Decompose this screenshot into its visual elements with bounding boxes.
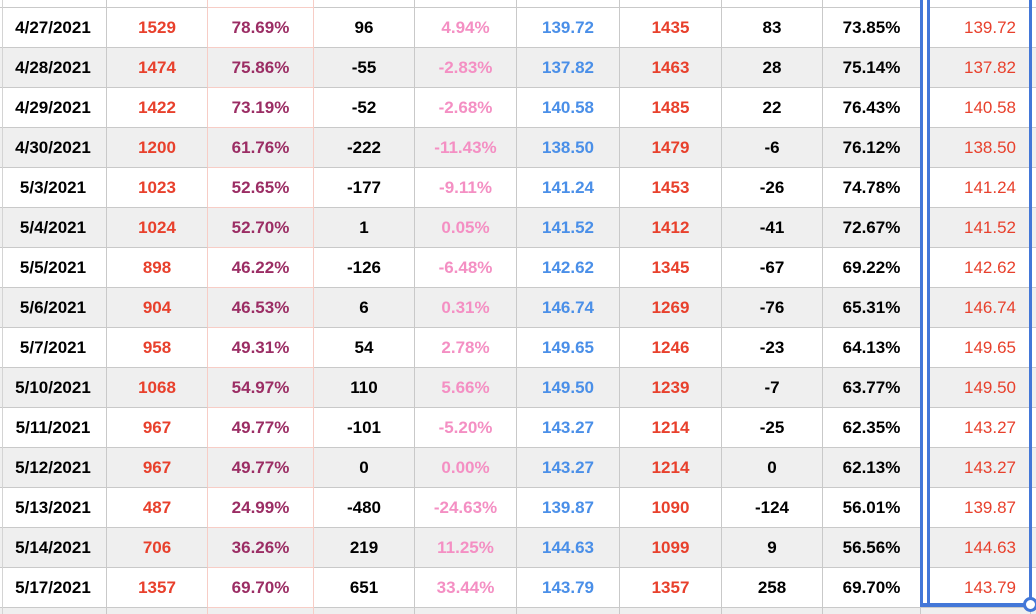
table-cell[interactable]: 49.31%	[208, 328, 314, 368]
table-cell[interactable]: 52.65%	[208, 168, 314, 208]
row-edge-filler	[1031, 408, 1036, 448]
table-cell[interactable]: 76.12%	[823, 128, 921, 168]
table-cell[interactable]: 142.62	[517, 248, 620, 288]
table-cell[interactable]: 1422	[107, 88, 208, 128]
table-cell[interactable]: -26	[722, 168, 823, 208]
table-cell[interactable]: 1435	[620, 8, 722, 48]
row-edge-filler	[1031, 288, 1036, 328]
table-cell[interactable]: -76	[722, 288, 823, 328]
table-cell[interactable]: 78.69%	[208, 8, 314, 48]
table-cell[interactable]: 1024	[107, 208, 208, 248]
table-cell[interactable]: 69.70%	[208, 568, 314, 608]
table-cell[interactable]: 958	[107, 328, 208, 368]
table-cell[interactable]: 141.52	[517, 208, 620, 248]
table-cell[interactable]: 149.50	[517, 368, 620, 408]
table-cell[interactable]: 49.77%	[208, 448, 314, 488]
table-cell[interactable]: 139.72	[921, 8, 1031, 48]
table-cell[interactable]: 1463	[620, 48, 722, 88]
table-cell[interactable]: 1023	[107, 168, 208, 208]
table-cell[interactable]: 54	[314, 328, 415, 368]
table-cell[interactable]: 74.78%	[823, 168, 921, 208]
table-cell[interactable]: 5/3/2021	[0, 168, 107, 208]
clipped-row-top-cell	[107, 0, 208, 8]
table-cell[interactable]: 6	[314, 288, 415, 328]
table-cell[interactable]: 0.05%	[415, 208, 517, 248]
table-cell[interactable]: 4/30/2021	[0, 128, 107, 168]
table-cell[interactable]: 72.67%	[823, 208, 921, 248]
clipped-row-bottom-cell	[823, 608, 921, 614]
table-cell[interactable]: 5/13/2021	[0, 488, 107, 528]
table-cell[interactable]: -2.68%	[415, 88, 517, 128]
table-cell[interactable]: 4/27/2021	[0, 8, 107, 48]
table-cell[interactable]: 46.53%	[208, 288, 314, 328]
row-edge-filler	[1031, 528, 1036, 568]
table-cell[interactable]: 149.65	[517, 328, 620, 368]
table-cell[interactable]: 22	[722, 88, 823, 128]
table-cell[interactable]: 1099	[620, 528, 722, 568]
table-cell[interactable]: 139.72	[517, 8, 620, 48]
table-cell[interactable]: 83	[722, 8, 823, 48]
table-cell[interactable]: 5.66%	[415, 368, 517, 408]
table-cell[interactable]: -5.20%	[415, 408, 517, 448]
table-cell[interactable]: -222	[314, 128, 415, 168]
table-cell[interactable]: 137.82	[921, 48, 1031, 88]
table-cell[interactable]: 967	[107, 408, 208, 448]
clipped-row-top-cell	[314, 0, 415, 8]
table-cell[interactable]: 1529	[107, 8, 208, 48]
table-cell[interactable]: -177	[314, 168, 415, 208]
table-cell[interactable]: 1214	[620, 448, 722, 488]
table-cell[interactable]: 1269	[620, 288, 722, 328]
table-cell[interactable]: 146.74	[517, 288, 620, 328]
table-cell[interactable]: 61.76%	[208, 128, 314, 168]
table-cell[interactable]: 24.99%	[208, 488, 314, 528]
table-cell[interactable]: 149.50	[921, 368, 1031, 408]
table-cell[interactable]: 144.63	[517, 528, 620, 568]
clipped-row-bottom-cell	[314, 608, 415, 614]
table-cell[interactable]: -52	[314, 88, 415, 128]
table-cell[interactable]: -7	[722, 368, 823, 408]
selection-resize-handle[interactable]	[1023, 597, 1036, 612]
clipped-row-top-cell	[620, 0, 722, 8]
table-cell[interactable]: 5/12/2021	[0, 448, 107, 488]
table-cell[interactable]: 56.01%	[823, 488, 921, 528]
table-cell[interactable]: 0.31%	[415, 288, 517, 328]
table-cell[interactable]: 137.82	[517, 48, 620, 88]
table-cell[interactable]: 65.31%	[823, 288, 921, 328]
clipped-row-top-cell	[415, 0, 517, 8]
table-cell[interactable]: -6	[722, 128, 823, 168]
table-cell[interactable]: 143.79	[517, 568, 620, 608]
clipped-row-top-cell	[823, 0, 921, 8]
table-cell[interactable]: 140.58	[921, 88, 1031, 128]
table-cell[interactable]: 140.58	[517, 88, 620, 128]
table-cell[interactable]: 2.78%	[415, 328, 517, 368]
table-cell[interactable]: 1479	[620, 128, 722, 168]
table-cell[interactable]: 651	[314, 568, 415, 608]
table-cell[interactable]: 0	[722, 448, 823, 488]
table-cell[interactable]: 138.50	[921, 128, 1031, 168]
clipped-row-bottom-cell	[208, 608, 314, 614]
table-cell[interactable]: 46.22%	[208, 248, 314, 288]
table-cell[interactable]: 69.70%	[823, 568, 921, 608]
clipped-row-top-cell	[208, 0, 314, 8]
table-cell[interactable]: 76.43%	[823, 88, 921, 128]
clipped-row-bottom-cell	[722, 608, 823, 614]
table-cell[interactable]: 5/10/2021	[0, 368, 107, 408]
table-cell[interactable]: 5/7/2021	[0, 328, 107, 368]
clipped-row-top-cell	[0, 0, 107, 8]
table-cell[interactable]: 1214	[620, 408, 722, 448]
table-cell[interactable]: 28	[722, 48, 823, 88]
table-cell[interactable]: 36.26%	[208, 528, 314, 568]
table-cell[interactable]: 143.27	[921, 448, 1031, 488]
table-cell[interactable]: -9.11%	[415, 168, 517, 208]
table-cell[interactable]: -41	[722, 208, 823, 248]
table-cell[interactable]: 1345	[620, 248, 722, 288]
table-cell[interactable]: 1246	[620, 328, 722, 368]
row-edge-filler	[1031, 368, 1036, 408]
table-cell[interactable]: 110	[314, 368, 415, 408]
table-cell[interactable]: 73.19%	[208, 88, 314, 128]
table-cell[interactable]: 62.13%	[823, 448, 921, 488]
table-cell[interactable]: 143.79	[921, 568, 1031, 608]
table-cell[interactable]: 4.94%	[415, 8, 517, 48]
table-cell[interactable]: 5/6/2021	[0, 288, 107, 328]
row-edge-filler	[1031, 128, 1036, 168]
clipped-row-top-cell	[1031, 0, 1036, 8]
table-cell[interactable]: 139.87	[921, 488, 1031, 528]
clipped-row-bottom-cell	[620, 608, 722, 614]
table-cell[interactable]: 143.27	[517, 448, 620, 488]
table-cell[interactable]: 141.24	[517, 168, 620, 208]
table-cell[interactable]: 144.63	[921, 528, 1031, 568]
table-cell[interactable]: 75.14%	[823, 48, 921, 88]
clipped-row-bottom-cell	[517, 608, 620, 614]
table-cell[interactable]: 904	[107, 288, 208, 328]
table-cell[interactable]: 706	[107, 528, 208, 568]
table-cell[interactable]: 96	[314, 8, 415, 48]
table-cell[interactable]: 5/4/2021	[0, 208, 107, 248]
table-cell[interactable]: 5/14/2021	[0, 528, 107, 568]
table-cell[interactable]: 138.50	[517, 128, 620, 168]
table-cell[interactable]: 49.77%	[208, 408, 314, 448]
table-cell[interactable]: -24.63%	[415, 488, 517, 528]
table-cell[interactable]: 258	[722, 568, 823, 608]
table-cell[interactable]: 1068	[107, 368, 208, 408]
table-cell[interactable]: 1453	[620, 168, 722, 208]
table-cell[interactable]: 54.97%	[208, 368, 314, 408]
table-cell[interactable]: -55	[314, 48, 415, 88]
clipped-row-top-cell	[921, 0, 1031, 8]
table-cell[interactable]: 5/17/2021	[0, 568, 107, 608]
table-cell[interactable]: 69.22%	[823, 248, 921, 288]
table-cell[interactable]: 149.65	[921, 328, 1031, 368]
table-cell[interactable]: 143.27	[921, 408, 1031, 448]
clipped-row-bottom-cell	[0, 608, 107, 614]
row-edge-filler	[1031, 168, 1036, 208]
table-cell[interactable]: -2.83%	[415, 48, 517, 88]
table-cell[interactable]: 139.87	[517, 488, 620, 528]
table-cell[interactable]: 146.74	[921, 288, 1031, 328]
table-cell[interactable]: 967	[107, 448, 208, 488]
table-cell[interactable]: -124	[722, 488, 823, 528]
table-cell[interactable]: 1485	[620, 88, 722, 128]
row-edge-filler	[1031, 8, 1036, 48]
row-edge-filler	[1031, 488, 1036, 528]
table-cell[interactable]: -25	[722, 408, 823, 448]
table-cell[interactable]: 73.85%	[823, 8, 921, 48]
row-edge-filler	[1031, 248, 1036, 288]
table-cell[interactable]: 1357	[107, 568, 208, 608]
row-edge-filler	[1031, 328, 1036, 368]
table-cell[interactable]: 1239	[620, 368, 722, 408]
row-edge-filler	[1031, 208, 1036, 248]
row-edge-filler	[1031, 48, 1036, 88]
clipped-row-bottom-cell	[107, 608, 208, 614]
table-cell[interactable]: 0	[314, 448, 415, 488]
table-cell[interactable]: 52.70%	[208, 208, 314, 248]
clipped-row-bottom-cell	[921, 608, 1031, 614]
table-cell[interactable]: -23	[722, 328, 823, 368]
clipped-row-bottom-cell	[415, 608, 517, 614]
table-cell[interactable]: 5/5/2021	[0, 248, 107, 288]
table-cell[interactable]: 1090	[620, 488, 722, 528]
table-cell[interactable]: 56.56%	[823, 528, 921, 568]
table-cell[interactable]: 141.52	[921, 208, 1031, 248]
table-cell[interactable]: 64.13%	[823, 328, 921, 368]
table-cell[interactable]: 1474	[107, 48, 208, 88]
clipped-row-top-cell	[722, 0, 823, 8]
table-cell[interactable]: 9	[722, 528, 823, 568]
table-cell[interactable]: 75.86%	[208, 48, 314, 88]
table-cell[interactable]: 141.24	[921, 168, 1031, 208]
table-cell[interactable]: 4/28/2021	[0, 48, 107, 88]
row-edge-filler	[1031, 88, 1036, 128]
table-cell[interactable]: 1200	[107, 128, 208, 168]
table-cell[interactable]: 143.27	[517, 408, 620, 448]
table-cell[interactable]: 1357	[620, 568, 722, 608]
clipped-row-top-cell	[517, 0, 620, 8]
table-cell[interactable]: 5/11/2021	[0, 408, 107, 448]
table-cell[interactable]: 4/29/2021	[0, 88, 107, 128]
row-edge-filler	[1031, 448, 1036, 488]
table-cell[interactable]: 0.00%	[415, 448, 517, 488]
table-cell[interactable]: -6.48%	[415, 248, 517, 288]
table-cell[interactable]: 1412	[620, 208, 722, 248]
table-cell[interactable]: 898	[107, 248, 208, 288]
table-cell[interactable]: -480	[314, 488, 415, 528]
table-cell[interactable]: -126	[314, 248, 415, 288]
table-cell[interactable]: 1	[314, 208, 415, 248]
table-cell[interactable]: 11.25%	[415, 528, 517, 568]
table-cell[interactable]: 62.35%	[823, 408, 921, 448]
table-cell[interactable]: 142.62	[921, 248, 1031, 288]
table-cell[interactable]: 33.44%	[415, 568, 517, 608]
table-cell[interactable]: 487	[107, 488, 208, 528]
table-cell[interactable]: -11.43%	[415, 128, 517, 168]
table-cell[interactable]: 219	[314, 528, 415, 568]
table-cell[interactable]: -67	[722, 248, 823, 288]
table-cell[interactable]: 63.77%	[823, 368, 921, 408]
table-cell[interactable]: -101	[314, 408, 415, 448]
